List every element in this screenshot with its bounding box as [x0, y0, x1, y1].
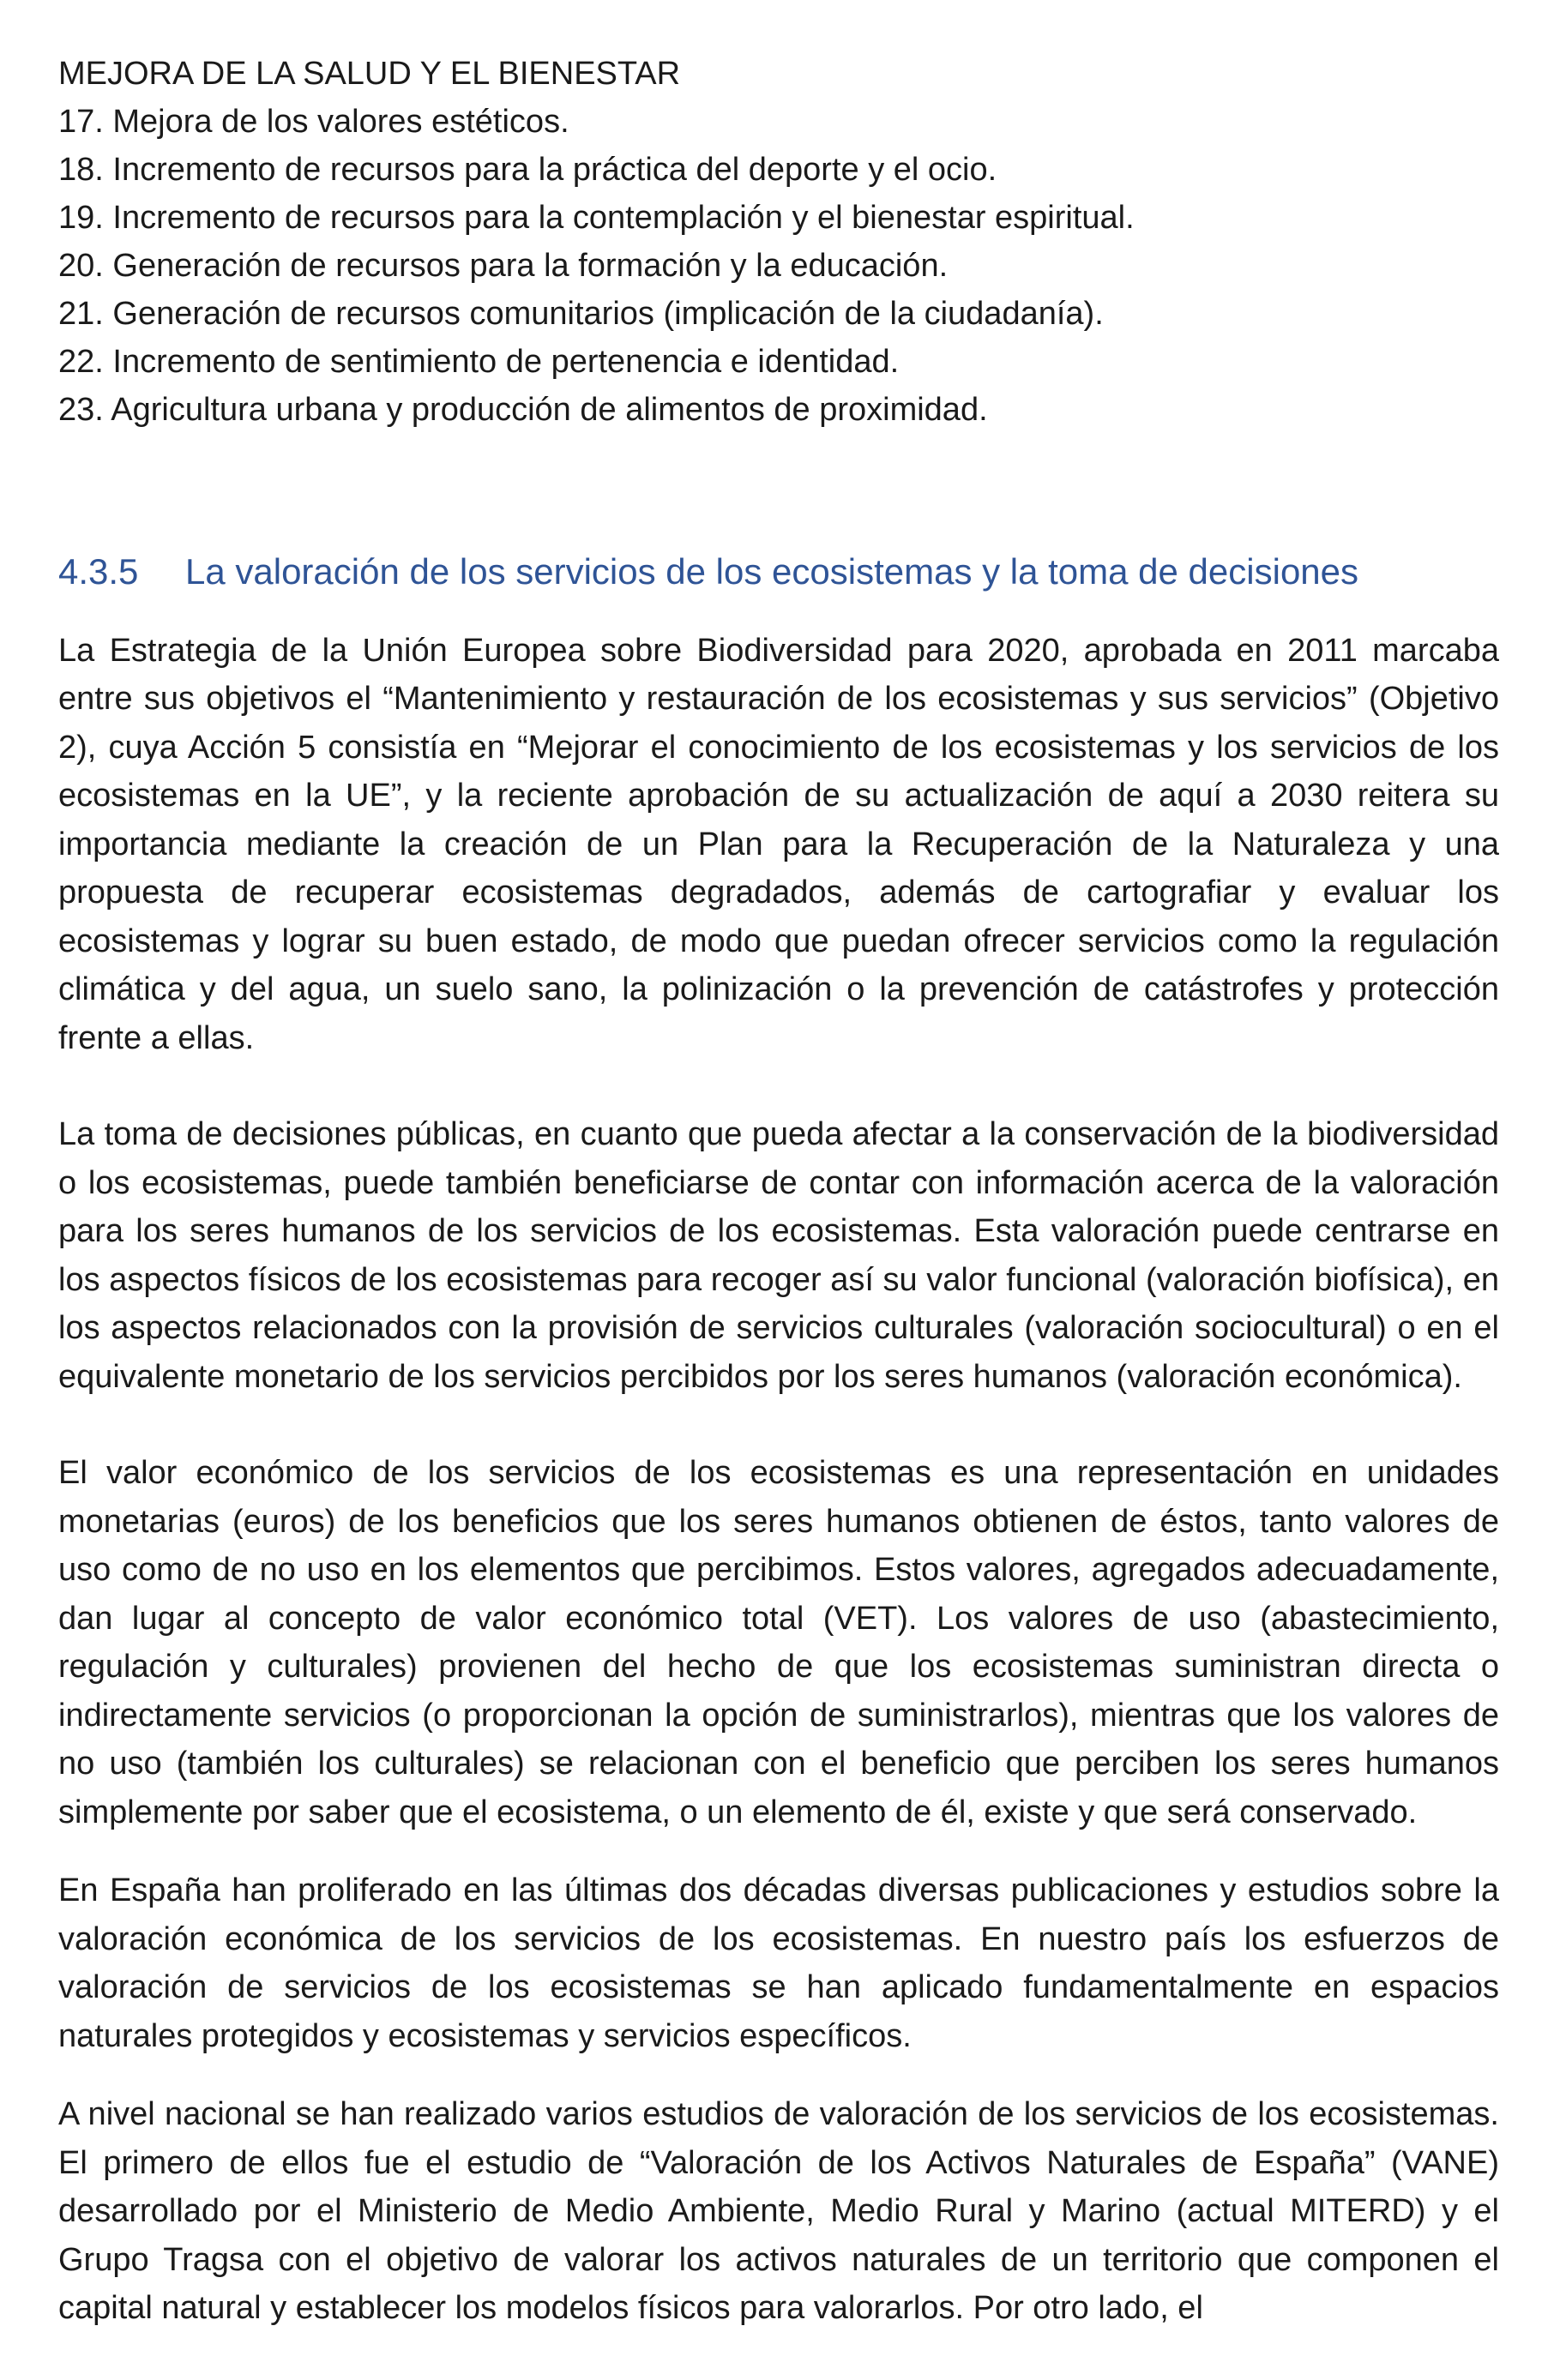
paragraph-spain-studies: En España han proliferado en las últimas dos décadas diversas publicaciones y estudios sobre la valoración económica de los servicios de los ecosistemas. En nuestro país los esfuerzos de valoración de servicios de los ecosistemas se han aplicado fundamentalmente en espacios naturales protegidos y ecosistemas y servicios específicos. — [58, 1872, 1499, 2054]
benefits-list — [58, 50, 1499, 434]
paragraph-public-decisions: La toma de decisiones públicas, en cuanto que pueda afectar a la conservación de la biodiversidad o los ecosistemas, puede también beneficiarse de contar con información acerca de la valoración para los seres humanos de los servicios de los ecosistemas. Esta valoración puede centrarse en los aspectos físicos de los ecosistemas para recoger así su valor funcional (valoración biofísica), en los aspectos relacionados con la provisión de servicios culturales (valoración sociocultural) o en el equivalente monetario de los servicios percibidos por los seres humanos (valoración económica). — [58, 1116, 1499, 1395]
list-item: 18. Incremento de recursos para la práctica del deporte y el ocio. — [58, 152, 997, 188]
document-page — [58, 50, 1499, 2333]
paragraph-eu-strategy: La Estrategia de la Unión Europea sobre Biodiversidad para 2020, aprobada en 2011 marcaba entre sus objetivos el “Mantenimiento y restauración de los ecosistemas y sus servicios” (Objetivo 2), cuya Acción 5 consistía en “Mejorar el conocimiento de los ecosistemas y los servicios de los ecosistemas en la UE”, y la reciente aprobación de su actualización de aquí a 2030 reitera su importancia mediante la creación de un Plan para la Recuperación de la Naturaleza y una propuesta de recuperar ecosistemas degradados, además de cartografiar y evaluar los ecosistemas y lograr su buen estado, de modo que puedan ofrecer servicios como la regulación climática y del agua, un suelo sano, la polinización o la prevención de catástrofes y protección frente a ellas. — [58, 632, 1499, 1056]
list-heading: MEJORA DE LA SALUD Y EL BIENESTAR — [58, 56, 681, 92]
section-number: 4.3.5 — [58, 551, 139, 592]
list-item: 23. Agricultura urbana y producción de alimentos de proximidad. — [58, 392, 988, 428]
paragraph-economic-value: El valor económico de los servicios de los ecosistemas es una representación en unidades monetarias (euros) de los beneficios que los seres humanos obtienen de éstos, tanto valores de uso como de no uso en los elementos que percibimos. Estos valores, agregados adecuadamente, dan lugar al concepto de valor económico total (VET). Los valores de uso (abastecimiento, regulación y culturales) provienen del hecho de que los ecosistemas suministran directa o indirectamente servicios (o proporcionan la opción de suministrarlos), mientras que los valores de no uso (también los culturales) se relacionan con el beneficio que perciben los seres humanos simplemente por saber que el ecosistema, o un elemento de él, existe y que será conservado. — [58, 1455, 1499, 1830]
paragraph-national-studies: A nivel nacional se han realizado varios estudios de valoración de los servicios de los ecosistemas. El primero de ellos fue el estudio de “Valoración de los Activos Naturales de España” (VANE) desarrollado por el Ministerio de Medio Ambiente, Medio Rural y Marino (actual MITERD) y el Grupo Tragsa con el objetivo de valorar los activos naturales de un territorio que componen el capital natural y establecer los modelos físicos para valorarlos. Por otro lado, el — [58, 2096, 1499, 2327]
list-item: 17. Mejora de los valores estéticos. — [58, 104, 569, 140]
list-item: 21. Generación de recursos comunitarios (implicación de la ciudadanía). — [58, 296, 1104, 332]
list-item: 19. Incremento de recursos para la contemplación y el bienestar espiritual. — [58, 200, 1135, 236]
list-item: 20. Generación de recursos para la formación y la educación. — [58, 248, 949, 284]
section-heading — [58, 547, 1499, 597]
list-item: 22. Incremento de sentimiento de pertenencia e identidad. — [58, 344, 900, 380]
section-title: La valoración de los servicios de los ecosistemas y la toma de decisiones — [185, 551, 1359, 592]
